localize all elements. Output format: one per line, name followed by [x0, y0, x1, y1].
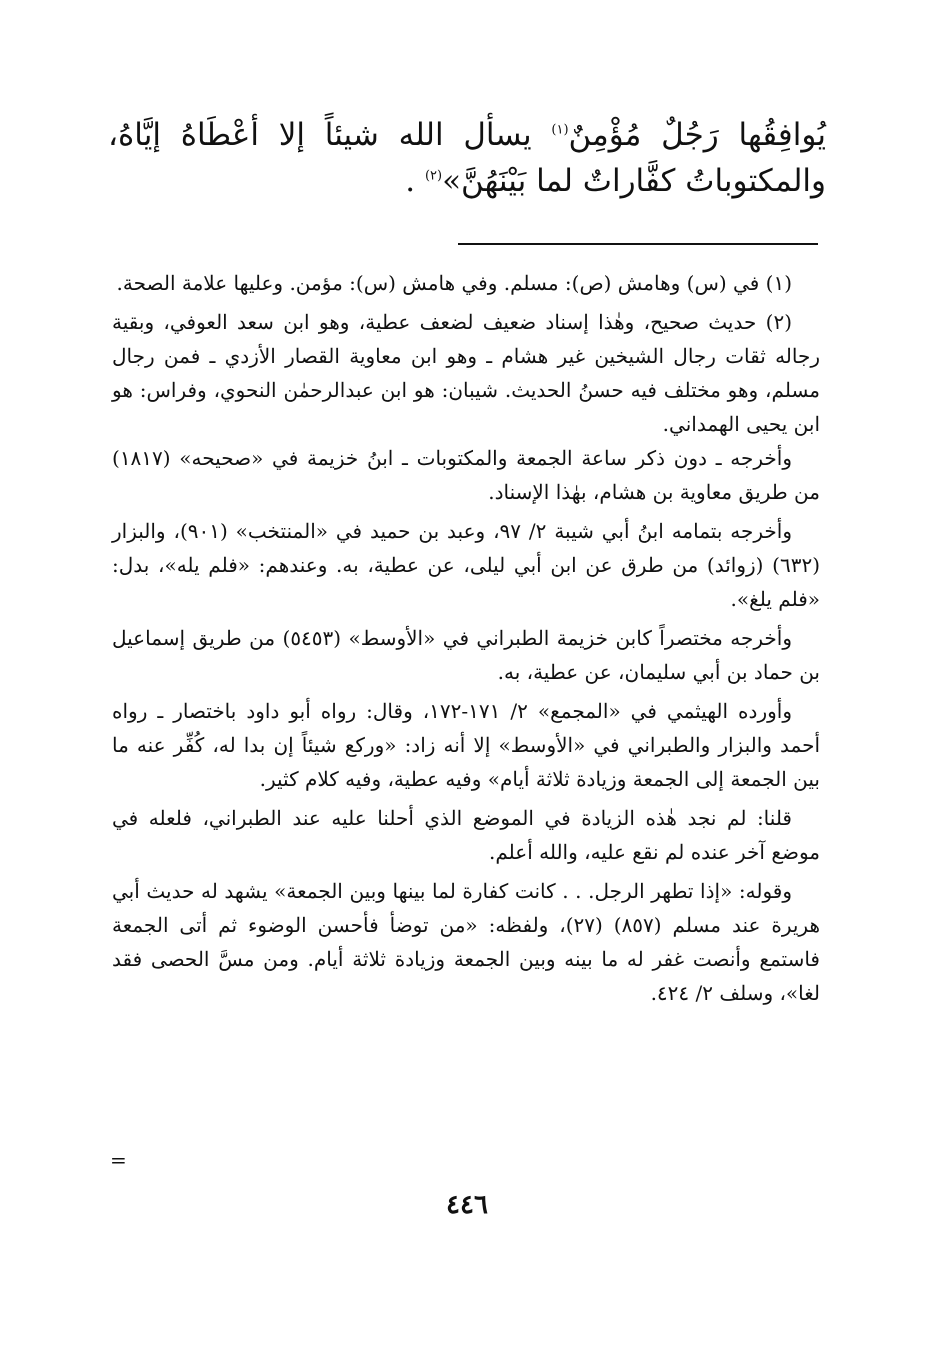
- footnote-ref-1: (١): [551, 122, 569, 138]
- footnote-divider: [458, 243, 818, 245]
- footnote-2: (٢) حديث صحيح، وهٰذا إسناد ضعيف لضعف عطية، وهو ابن سعد العوفي، وبقية رجاله ثقات رجال الشيخين غير هشام ـ وهو ابن معاوية القصار الأزدي ـ فمن رجال مسلم، وهو مختلف فيه حسنُ الحديث. شيبان: هو ابن عبدالرحمٰن النحوي، وفراس: هو ابن يحيى الهمداني.: [112, 310, 820, 436]
- footnote-2-paragraph: وأورده الهيثمي في «المجمع» ٢/ ١٧١-١٧٢، وقال: رواه أبو داود باختصار ـ رواه أحمد والبزار والطبراني في «الأوسط» إلا أنه زاد: «وركع شيئاً إن بدا له، كُفِّر عنه ما بين الجمعة إلى الجمعة وزيادة ثلاثة أيام» وفيه عطية، وفيه كلام كثير.: [112, 699, 820, 791]
- footnote-2-paragraph: وأخرجه ـ دون ذكر ساعة الجمعة والمكتوبات ـ ابنُ خزيمة في «صحيحه» (١٨١٧) من طريق معاوية بن هشام، بهٰذا الإسناد.: [112, 446, 820, 504]
- main-text-end: .: [405, 163, 425, 199]
- footnote-2-paragraph: وقوله: «إذا تطهر الرجل. . . كانت كفارة لما بينها وبين الجمعة» يشهد له حديث أبي هريرة عند مسلم (٨٥٧) (٢٧)، ولفظه: «من توضأ فأحسن الوضوء ثم أتى الجمعة فاستمع وأنصت غفر له ما بينه وبين الجمعة وزيادة ثلاثة أيام. ومن مسَّ الحصى فقد لغا»، وسلف ٢/ ٤٢٤.: [112, 879, 821, 1005]
- footnote-ref-2: (٢): [424, 168, 443, 184]
- continuation-mark: =: [110, 1148, 127, 1172]
- footnote-2-paragraph: وأخرجه مختصراً كابن خزيمة الطبراني في «الأوسط» (٥٤٥٣) من طريق إسماعيل بن حماد بن أبي سليمان، عن عطية، به.: [112, 626, 820, 684]
- footnote-2-paragraph: وأخرجه بتمامه ابنُ أبي شيبة ٢/ ٩٧، وعبد بن حميد في «المنتخب» (٩٠١)، والبزار (٦٣٢) (زوائد) من طرق عن ابن أبي ليلى، عن عطية، به. وعندهم: «فلم يله»، بدل: «فلم يلغ».: [112, 519, 820, 611]
- footnotes-section: [112, 266, 820, 1010]
- footnote-2-paragraph: قلنا: لم نجد هٰذه الزيادة في الموضع الذي أحلنا عليه عند الطبراني، فلعله في موضع آخر عنده لم نقع عليه، والله أعلم.: [112, 806, 820, 864]
- page-number: ٤٤٦: [446, 1190, 488, 1220]
- main-text: [108, 112, 826, 204]
- main-paragraph: [108, 112, 826, 204]
- footnote-1: (١) في (س) وهامش (ص): مسلم. وفي هامش (س): مؤمن. وعليها علامة الصحة.: [116, 271, 792, 295]
- main-text-part-2: يسأل الله شيئاً إلا أعْطَاهُ إيَّاهُ، والمكتوباتُ كفَّاراتٌ لما بَيْنَهُنَّ»: [108, 117, 826, 199]
- main-text-part-1: يُوافِقُها رَجُلٌ مُؤْمِنٌ: [568, 117, 826, 153]
